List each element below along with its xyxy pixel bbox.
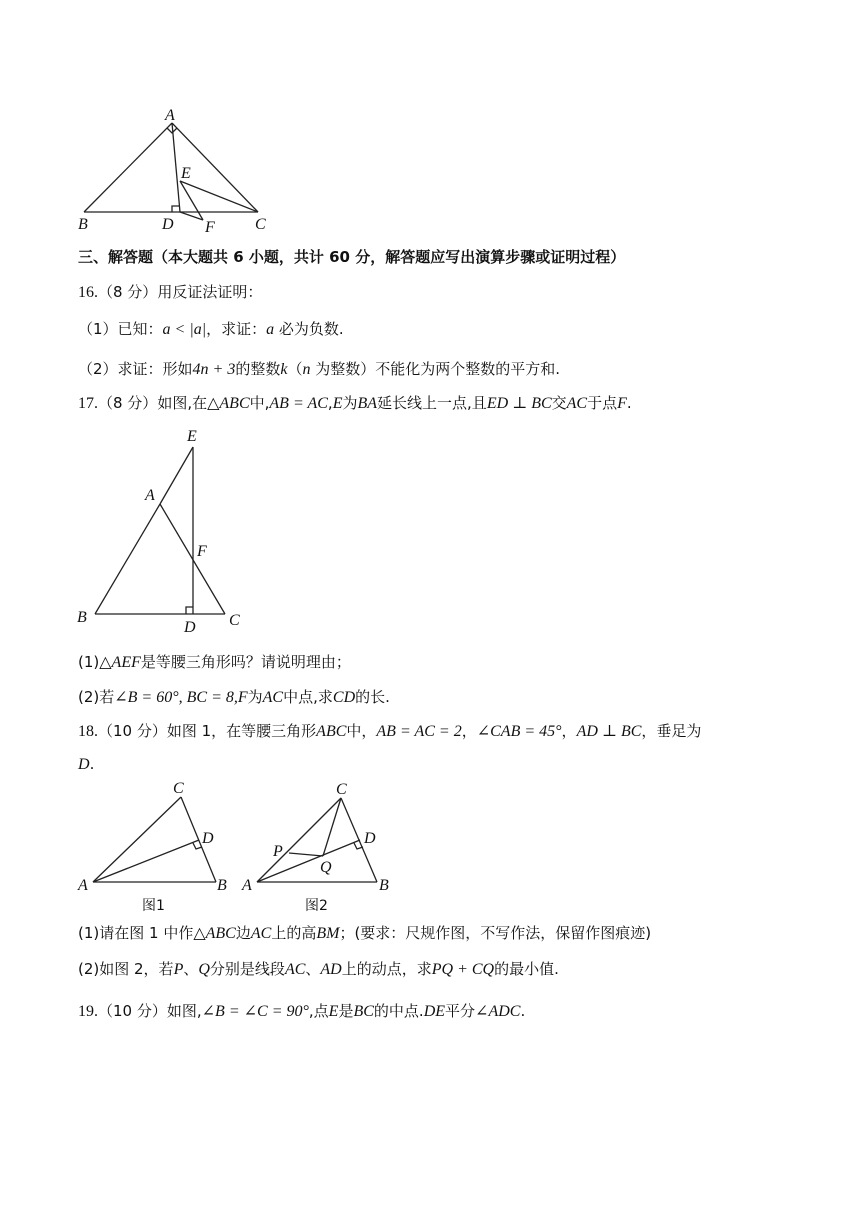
fig2-label-P: P: [273, 843, 283, 860]
q17-text-c: ,: [327, 394, 333, 412]
q17-number: 17.: [78, 395, 98, 412]
q17-s1-tri: △AEF: [99, 654, 141, 671]
fig2-label-D: D: [364, 830, 376, 847]
label-D: D: [162, 216, 174, 233]
q18-s2-AC: AC: [284, 961, 306, 978]
q17-text-d: 为: [342, 394, 358, 412]
q16-p2-suffix: 为整数）不能化为两个整数的平方和.: [310, 360, 561, 378]
q19-text-b: ,点: [308, 1002, 329, 1020]
q17-s2-CD: CD: [332, 689, 356, 706]
q18-s1-d: ；(要求：尺规作图，不写作法，保留作图痕迹): [339, 924, 652, 942]
q18-text-d: .: [89, 755, 95, 773]
label-C: C: [255, 216, 266, 233]
q18-sep1: ，: [461, 722, 477, 740]
q19-eq: ∠B = ∠C = 90°: [201, 1003, 309, 1020]
q17-s2-AC: AC: [262, 689, 284, 706]
q18-text-b: 中，: [346, 722, 377, 740]
fig2-label-Q: Q: [320, 859, 332, 876]
q18-points: （10 分）: [98, 722, 167, 740]
q18-D: D: [78, 756, 90, 773]
q16-p1-prefix: （1）已知：: [78, 320, 163, 338]
fig1-label-C: C: [173, 780, 184, 797]
q18-s2-b: 、: [183, 960, 199, 978]
label-F: F: [197, 543, 207, 560]
q18-s2-P: P: [173, 961, 184, 978]
q18-ABC: ABC: [316, 723, 347, 740]
q17-E: E: [332, 395, 343, 412]
q17-eq: AB = AC: [269, 395, 328, 412]
q16-p2-paren: （: [287, 360, 303, 378]
label-F: F: [205, 219, 215, 236]
q18-s2-e: 上的动点，求: [341, 960, 432, 978]
q17-points: （8 分）: [98, 394, 158, 412]
q18-s2-AD: AD: [320, 961, 342, 978]
q16-p1-mid: ，求证：: [206, 320, 267, 338]
q17-text-a: 如图,在: [157, 394, 208, 412]
q19-E: E: [328, 1003, 339, 1020]
q16-p1-suffix: 必为负数.: [274, 320, 344, 338]
q16-number: 16.: [78, 284, 98, 301]
q17-text-e: 延长线上一点,且: [377, 394, 487, 412]
q18-s2-d: 、: [305, 960, 321, 978]
label-B: B: [77, 609, 87, 626]
fig1-label-D: D: [202, 830, 214, 847]
q17-s2-text-b: 中点,求: [283, 688, 333, 706]
q17-tri: △ABC: [207, 395, 250, 412]
q18-sub1: [78, 922, 651, 945]
q18-s2-c: 分别是线段: [209, 960, 285, 978]
q18-s2-Q: Q: [198, 961, 210, 978]
q17-text-b: 中,: [249, 394, 270, 412]
label-A: A: [145, 487, 155, 504]
q19-text-c: 是: [338, 1002, 354, 1020]
q17-F: F: [617, 395, 627, 412]
q17-text-h: .: [626, 394, 632, 412]
q18-eq1: AB = AC = 2: [376, 723, 462, 740]
q18-s1-b: 边: [235, 924, 251, 942]
q16-p2-prefix: （2）求证：形如: [78, 360, 193, 378]
q18-s1-c: 上的高: [271, 924, 317, 942]
q18-sub2: [78, 958, 559, 981]
label-C: C: [229, 612, 240, 629]
q16-intro: 用反证法证明：: [157, 283, 263, 301]
label-E: E: [181, 165, 191, 182]
fig2-label-C: C: [336, 781, 347, 798]
q18-s1-AC: AC: [250, 925, 272, 942]
q19-statement: [78, 1000, 525, 1023]
label-D: D: [184, 619, 196, 636]
q17-s2-text-a: 为: [247, 688, 263, 706]
fig1-label-A: A: [78, 877, 88, 894]
fig1-caption: 图1: [142, 898, 165, 914]
q16-p2-var-n: n: [302, 361, 311, 378]
q17-perp: ED ⊥ BC: [486, 395, 552, 412]
q19-points: （10 分）: [98, 1002, 167, 1020]
q19-DE: DE: [423, 1003, 446, 1020]
q18-eq2: ∠CAB = 45°: [476, 723, 562, 740]
fig1-label-B: B: [217, 877, 227, 894]
q19-text-a: 如图,: [166, 1002, 202, 1020]
q17-BA: BA: [357, 395, 378, 412]
q16-p1-var: a: [266, 321, 275, 338]
fig1-segment-AD: [93, 840, 199, 882]
q17-s2-prefix: (2)若: [78, 688, 115, 706]
q19-number: 19.: [78, 1003, 98, 1020]
q16-p2-var-k: k: [280, 361, 288, 378]
q17-text-f: 交: [551, 394, 567, 412]
q17-s2-math: ∠B = 60°, BC = 8,F: [114, 689, 248, 706]
q19-text-d: 的中点.: [373, 1002, 424, 1020]
q18-s2-expr: PQ + CQ: [431, 961, 495, 978]
q18-s1-tri: △ABC: [193, 925, 236, 942]
q18-text-c: ，垂足为: [641, 722, 702, 740]
q16-p1-math: a < |a|: [162, 321, 207, 338]
q17-AC: AC: [566, 395, 588, 412]
label-A: A: [165, 107, 175, 124]
fig2-label-B: B: [379, 877, 389, 894]
fig2-label-A: A: [242, 877, 252, 894]
fig1-segment-AC: [93, 797, 181, 882]
q17-s1-prefix: (1): [78, 653, 100, 671]
q16-points: （8 分）: [98, 283, 158, 301]
q18-s2-f: 的最小值.: [494, 960, 559, 978]
q18-s1-a: (1)请在图 1 中作: [78, 924, 194, 942]
section-heading: 三、解答题（本大题共 6 小题，共计 60 分，解答题应写出演算步骤或证明过程）: [78, 248, 626, 266]
q18-number: 18.: [78, 723, 98, 740]
q18-s1-BM: BM: [316, 925, 340, 942]
q19-text-f: .: [520, 1002, 526, 1020]
q16-p2-mid: 的整数: [235, 360, 281, 378]
q18-s2-a: (2)如图 2，若: [78, 960, 174, 978]
q17-s1-text: 是等腰三角形吗？请说明理由；: [140, 653, 351, 671]
q16-p2-math: 4n + 3: [192, 361, 236, 378]
q17-s2-text-c: 的长.: [355, 688, 390, 706]
fig2-caption: 图2: [305, 898, 328, 914]
label-B: B: [78, 216, 88, 233]
q18-eq3: AD ⊥ BC: [576, 723, 642, 740]
label-E: E: [187, 428, 197, 445]
q18-sep2: ，: [561, 722, 577, 740]
q19-text-e: 平分: [445, 1002, 476, 1020]
q19-BC: BC: [353, 1003, 374, 1020]
fig2-segment-PQ: [289, 853, 323, 856]
q18-text-a: 如图 1，在等腰三角形: [166, 722, 317, 740]
q17-text-g: 于点: [587, 394, 618, 412]
q19-angle: ∠ADC: [475, 1003, 521, 1020]
